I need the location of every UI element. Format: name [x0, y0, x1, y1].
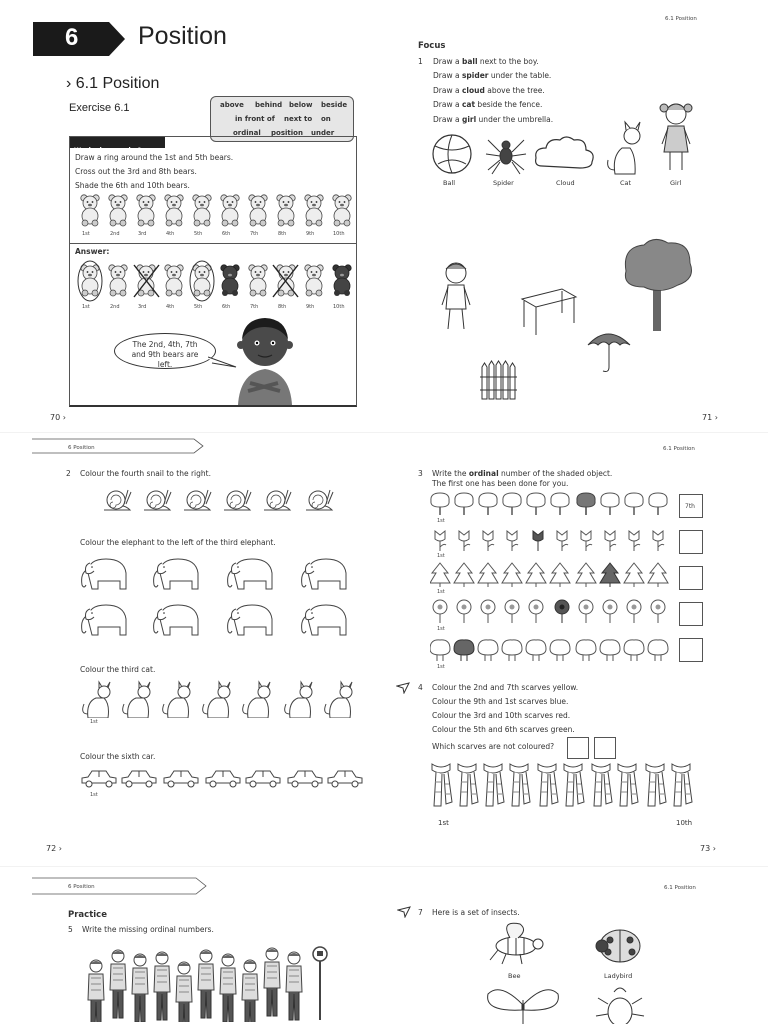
answer-box-1[interactable] — [679, 494, 703, 518]
ord-label: 1st — [82, 231, 90, 237]
ball-icon — [433, 135, 471, 173]
instruction-line: Draw a ball next to the boy. — [433, 57, 539, 66]
ord-label: 3rd — [138, 231, 147, 237]
scarf-first-label: 1st — [438, 819, 449, 827]
exercise-title: Exercise 6.1 — [69, 102, 130, 114]
answer-label: Answer: — [75, 247, 110, 256]
ordinal-object-rows — [430, 491, 680, 669]
word-below: below — [289, 101, 313, 109]
question-snail: Colour the fourth snail to the right. — [80, 469, 211, 478]
tree-icon — [625, 239, 691, 331]
girl-icon — [660, 104, 692, 170]
butterfly-icon — [488, 990, 559, 1024]
elephants-grid — [78, 553, 358, 643]
focus-heading: Focus — [418, 41, 446, 51]
ord-label: 6th — [222, 304, 231, 310]
question-number: 5 — [68, 925, 73, 934]
speech-text: The 2nd, 4th, 7th and 9th bears are left. — [131, 340, 199, 369]
worked-example-title: Worked example 1 — [74, 146, 142, 154]
boy-icon — [442, 263, 470, 329]
question-number: 1 — [418, 57, 423, 66]
label-ball: Ball — [443, 179, 456, 187]
challenge-arrow-icon — [397, 906, 411, 918]
label-bee: Bee — [508, 972, 521, 980]
boy-illustration — [230, 313, 300, 405]
ord-label: 6th — [222, 231, 231, 237]
question-car: Colour the sixth car. — [80, 752, 156, 761]
instruction-3: Shade the 6th and 10th bears. — [75, 181, 190, 190]
reference-pictures — [430, 96, 700, 180]
speech-bubble — [114, 333, 216, 369]
word-beside: beside — [321, 101, 348, 109]
ord-label: 2nd — [110, 304, 120, 310]
first-label: 1st — [437, 518, 445, 524]
instruction-line: Draw a cloud above the tree. — [433, 86, 545, 95]
ord-label: 2nd — [110, 231, 120, 237]
ord-label: 8th — [278, 231, 287, 237]
snails-row — [100, 482, 340, 514]
scene-illustration — [430, 235, 700, 405]
word-under: under — [311, 129, 335, 137]
word-on: on — [321, 115, 331, 123]
ord-label: 3rd — [138, 304, 147, 310]
bee-icon — [490, 923, 543, 964]
word-above: above — [220, 101, 244, 109]
label-girl: Girl — [670, 179, 682, 187]
question-3-line1: Write the ordinal number of the shaded object. — [432, 469, 613, 478]
scarf-instruction-1: Colour the 2nd and 7th scarves yellow. — [432, 683, 579, 692]
ord-label: 10th — [333, 304, 345, 310]
table-icon — [522, 289, 576, 335]
umbrella-icon — [588, 334, 630, 372]
people-line — [84, 944, 344, 1022]
ord-label: 8th — [278, 304, 287, 310]
cat-icon — [608, 122, 640, 174]
ord-label: 5th — [194, 304, 203, 310]
running-header: 6.1 Position — [664, 885, 696, 891]
spider-icon — [486, 140, 526, 174]
page-number-73: 73 › — [700, 844, 716, 853]
first-label: 1st — [437, 553, 445, 559]
question-number: 4 — [418, 683, 423, 692]
ord-label: 5th — [194, 231, 203, 237]
question-cat: Colour the third cat. — [80, 665, 156, 674]
scarf-instruction-2: Colour the 9th and 1st scarves blue. — [432, 697, 569, 706]
scarf-answer-box-2[interactable] — [594, 737, 616, 759]
ladybird-icon — [596, 930, 640, 962]
word-in-front-of: in front of — [235, 115, 275, 123]
word-position: position — [271, 129, 303, 137]
worked-example-header — [70, 137, 165, 154]
chapter-number: 6 — [65, 24, 79, 51]
divider — [70, 243, 356, 244]
scarf-instruction-4: Colour the 5th and 6th scarves green. — [432, 725, 575, 734]
question-text: Here is a set of insects. — [432, 908, 520, 917]
cars-row — [80, 767, 370, 789]
word-next-to: next to — [284, 115, 313, 123]
ordinal-row-question — [75, 231, 355, 239]
question-elephant: Colour the elephant to the left of the third elephant. — [80, 538, 276, 547]
scarves-row — [428, 762, 698, 812]
running-header: 6 Position — [68, 445, 95, 451]
first-label: 1st — [437, 664, 445, 670]
scarf-answer-box-1[interactable] — [567, 737, 589, 759]
label-cloud: Cloud — [556, 179, 575, 187]
answer-box-3[interactable] — [679, 566, 703, 590]
ordinal-row-answer — [75, 304, 355, 312]
header-tab — [32, 877, 208, 895]
first-label: 1st — [437, 626, 445, 632]
ord-label: 9th — [306, 231, 315, 237]
practice-heading: Practice — [68, 910, 107, 920]
instruction-1: Draw a ring around the 1st and 5th bears. — [75, 153, 234, 162]
answer-done: 7th — [685, 503, 695, 510]
ord-label: 4th — [166, 304, 175, 310]
chapter-tab — [33, 22, 125, 56]
bears-row-answer — [75, 259, 355, 307]
running-header: 6.1 Position — [665, 16, 697, 22]
question-number: 7 — [418, 908, 423, 917]
scarf-question: Which scarves are not coloured? — [432, 742, 555, 751]
bears-row-question — [75, 193, 355, 231]
first-label: 1st — [90, 719, 98, 725]
question-3-line2: The first one has been done for you. — [432, 479, 569, 488]
section-title: › 6.1 Position — [66, 75, 160, 92]
instruction-line: Draw a cat beside the fence. — [433, 100, 543, 109]
answer-box-5[interactable] — [679, 638, 703, 662]
page-number-72: 72 › — [46, 844, 62, 853]
header-tab — [32, 438, 204, 454]
cats-row — [80, 680, 360, 718]
question-text: Write the missing ordinal numbers. — [82, 925, 214, 934]
insects-illustration — [480, 920, 660, 1024]
instruction-line: Draw a girl under the umbrella. — [433, 115, 554, 124]
ord-label: 4th — [166, 231, 175, 237]
first-label: 1st — [90, 792, 98, 798]
question-number: 3 — [418, 469, 423, 478]
word-ordinal: ordinal — [233, 129, 261, 137]
ord-label: 9th — [306, 304, 315, 310]
question-number: 2 — [66, 469, 71, 478]
worked-example-box — [69, 136, 357, 407]
bus-stop-sign-icon — [313, 947, 327, 1020]
scarf-instruction-3: Colour the 3rd and 10th scarves red. — [432, 711, 571, 720]
instruction-line: Draw a spider under the table. — [433, 71, 552, 80]
chapter-title: Position — [138, 22, 227, 50]
answer-box-2[interactable] — [679, 530, 703, 554]
cloud-icon — [536, 137, 594, 168]
scarf-last-label: 10th — [676, 819, 693, 827]
ord-label: 1st — [82, 304, 90, 310]
answer-box-4[interactable] — [679, 602, 703, 626]
challenge-arrow-icon — [396, 682, 410, 694]
label-ladybird: Ladybird — [604, 972, 633, 980]
running-header: 6.1 Position — [663, 446, 695, 452]
page-number-70: 70 › — [50, 413, 66, 422]
word-behind: behind — [255, 101, 283, 109]
running-header: 6 Position — [68, 884, 95, 890]
label-spider: Spider — [493, 179, 514, 187]
first-label: 1st — [437, 589, 445, 595]
instruction-2: Cross out the 3rd and 8th bears. — [75, 167, 197, 176]
beetle-icon — [596, 988, 644, 1024]
page-number-71: 71 › — [702, 413, 718, 422]
ord-label: 7th — [250, 304, 259, 310]
ord-label: 7th — [250, 231, 259, 237]
label-cat: Cat — [620, 179, 632, 187]
ord-label: 10th — [333, 231, 345, 237]
fence-icon — [480, 361, 517, 399]
